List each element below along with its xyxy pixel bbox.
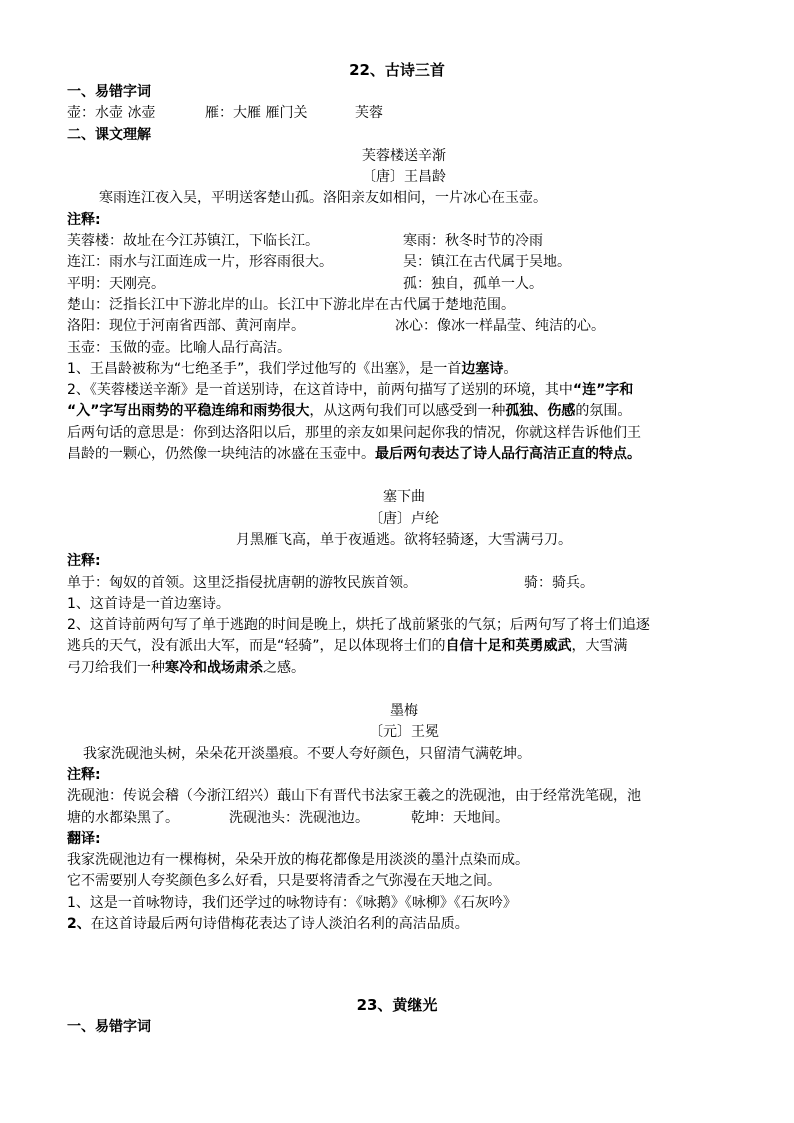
notes-label: 注释:: [67, 766, 101, 783]
question-text: 2、《芙蓉楼送辛渐》是一首送别诗，在这首诗中，前两句描写了送别的环境，其中: [67, 382, 573, 399]
notes-label: 注释:: [67, 553, 101, 570]
lesson-title: 23、黄继光: [356, 996, 438, 1015]
word-group: 壶：水壶 冰壶: [67, 105, 156, 122]
question: [67, 359, 727, 380]
question: 后两句话的意思是：你到达洛阳以后，那里的亲友如果问起你我的情况，你就这样告诉他们王: [67, 424, 641, 441]
note: 塘的水都染黑了。: [67, 809, 179, 826]
note: 洗砚池：传说会稽（今浙江绍兴）蕺山下有晋代书法家王羲之的洗砚池，由于经常洗笔砚，池: [67, 788, 641, 805]
poem-text: 寒雨连江夜入吴，平明送客楚山孤。洛阳亲友如相问，一片冰心在玉壶。: [99, 190, 547, 207]
question: [67, 914, 727, 935]
key-point: 寒冷和战场肃杀: [165, 659, 263, 676]
question-text: 之感。: [263, 659, 305, 676]
question-text: 的氛围。: [575, 403, 632, 420]
poem-author: 〔元〕王冕: [369, 724, 439, 741]
note: 冰心：像冰一样晶莹、纯洁的心。: [395, 318, 605, 335]
note-line: [67, 808, 727, 829]
key-point: “连”字和: [572, 382, 634, 399]
note: 单于：匈奴的首领。这里泛指侵扰唐朝的游牧民族首领。: [67, 574, 417, 591]
translation-label: 翻译:: [67, 830, 101, 847]
question-text: 1、王昌龄被称为“七绝圣手”，我们学过他写的《出塞》，是一首: [67, 360, 462, 377]
question-text: ，大雪满: [571, 638, 628, 655]
section-heading: 一、易错字词: [67, 1019, 151, 1036]
question: [67, 658, 727, 679]
note: 吴：镇江在古代属于吴地。: [403, 254, 571, 271]
note: 玉壶：玉做的壶。比喻人品行高洁。: [67, 339, 291, 356]
question: [67, 636, 727, 657]
question-text: 在这首诗最后两句诗借梅花表达了诗人淡泊名利的高洁品质。: [90, 915, 469, 932]
question-text: 弓刀给我们一种: [67, 659, 165, 676]
note: 楚山：泛指长江中下游北岸的山。长江中下游北岸在古代属于楚地范围。: [67, 296, 515, 313]
word-list: [67, 103, 727, 124]
question: 1、这是一首咏物诗，我们还学过的咏物诗有：《咏鹅》《咏柳》《石灰吟》: [67, 894, 517, 911]
question-text: ，从这两句我们可以感受到一种: [309, 403, 506, 420]
key-point: 边塞诗: [461, 360, 504, 377]
note: 连江：雨水与江面连成一片，形容雨很大。: [67, 254, 333, 271]
question: 1、这首诗是一首边塞诗。: [67, 595, 230, 612]
poem-title: 芙蓉楼送辛渐: [362, 147, 446, 164]
translation: 我家洗砚池边有一棵梅树，朵朵开放的梅花都像是用淡淡的墨汁点染而成。: [67, 852, 529, 869]
note: 寒雨：秋冬时节的冷雨: [403, 233, 543, 250]
question-number: 2、: [67, 915, 91, 932]
question-text: 逃兵的天气，没有派出大军，而是“轻骑”，足以体现将士们的: [67, 638, 446, 655]
poem-title: 塞下曲: [383, 489, 425, 506]
note: 骑：骑兵。: [524, 574, 594, 591]
notes-label: 注释:: [67, 211, 101, 228]
note-line: [67, 231, 727, 252]
question: [67, 401, 727, 422]
note: 乾坤：天地间。: [411, 809, 509, 826]
key-point: 自信十足和英勇威武: [445, 638, 572, 655]
question: [67, 444, 727, 465]
section-heading: 一、易错字词: [67, 84, 151, 100]
question: 2、这首诗前两句写了单于逃跑的时间是晚上，烘托了战前紧张的气氛；后两句写了将士们追逐: [67, 617, 650, 634]
note-line: [67, 316, 727, 337]
note-line: [67, 573, 727, 594]
poem-text: 月黑雁飞高，单于夜遁逃。欲将轻骑逐，大雪满弓刀。: [236, 531, 572, 548]
poem-title: 墨梅: [390, 703, 418, 720]
poem-author: 〔唐〕王昌龄: [362, 169, 446, 186]
key-point: 孤独、伤感: [505, 403, 576, 420]
question-text: 。: [503, 360, 518, 377]
key-point: “入”字写出雨势的平稳连绵和雨势很大: [67, 403, 310, 420]
note-line: [67, 252, 727, 273]
word-group: 芙蓉: [355, 105, 383, 122]
section-heading: 二、课文理解: [67, 126, 151, 143]
poem-text: 我家洗砚池头树，朵朵花开淡墨痕。不要人夸好颜色，只留清气满乾坤。: [83, 745, 531, 762]
key-point: 最后两句表达了诗人品行高洁正直的特点。: [375, 446, 641, 463]
note: 洛阳：现位于河南省西部、黄河南岸。: [67, 318, 305, 335]
document-page: [67, 58, 727, 1039]
note: 平明：天刚亮。: [67, 275, 165, 292]
lesson-title: 22、古诗三首: [349, 61, 445, 79]
poem-author: 〔唐〕卢纶: [369, 510, 439, 527]
word-group: 雁：大雁 雁门关: [205, 105, 308, 122]
note: 孤：独自，孤单一人。: [403, 275, 543, 292]
question-text: 昌龄的一颗心，仍然像一块纯洁的冰盛在玉壶中。: [67, 446, 375, 463]
question: [67, 380, 727, 401]
note: 洗砚池头：洗砚池边。: [229, 809, 369, 826]
translation: 它不需要别人夸奖颜色多么好看，只是要将清香之气弥漫在天地之间。: [67, 873, 501, 890]
note-line: [67, 274, 727, 295]
note: 芙蓉楼：故址在今江苏镇江，下临长江。: [67, 233, 319, 250]
